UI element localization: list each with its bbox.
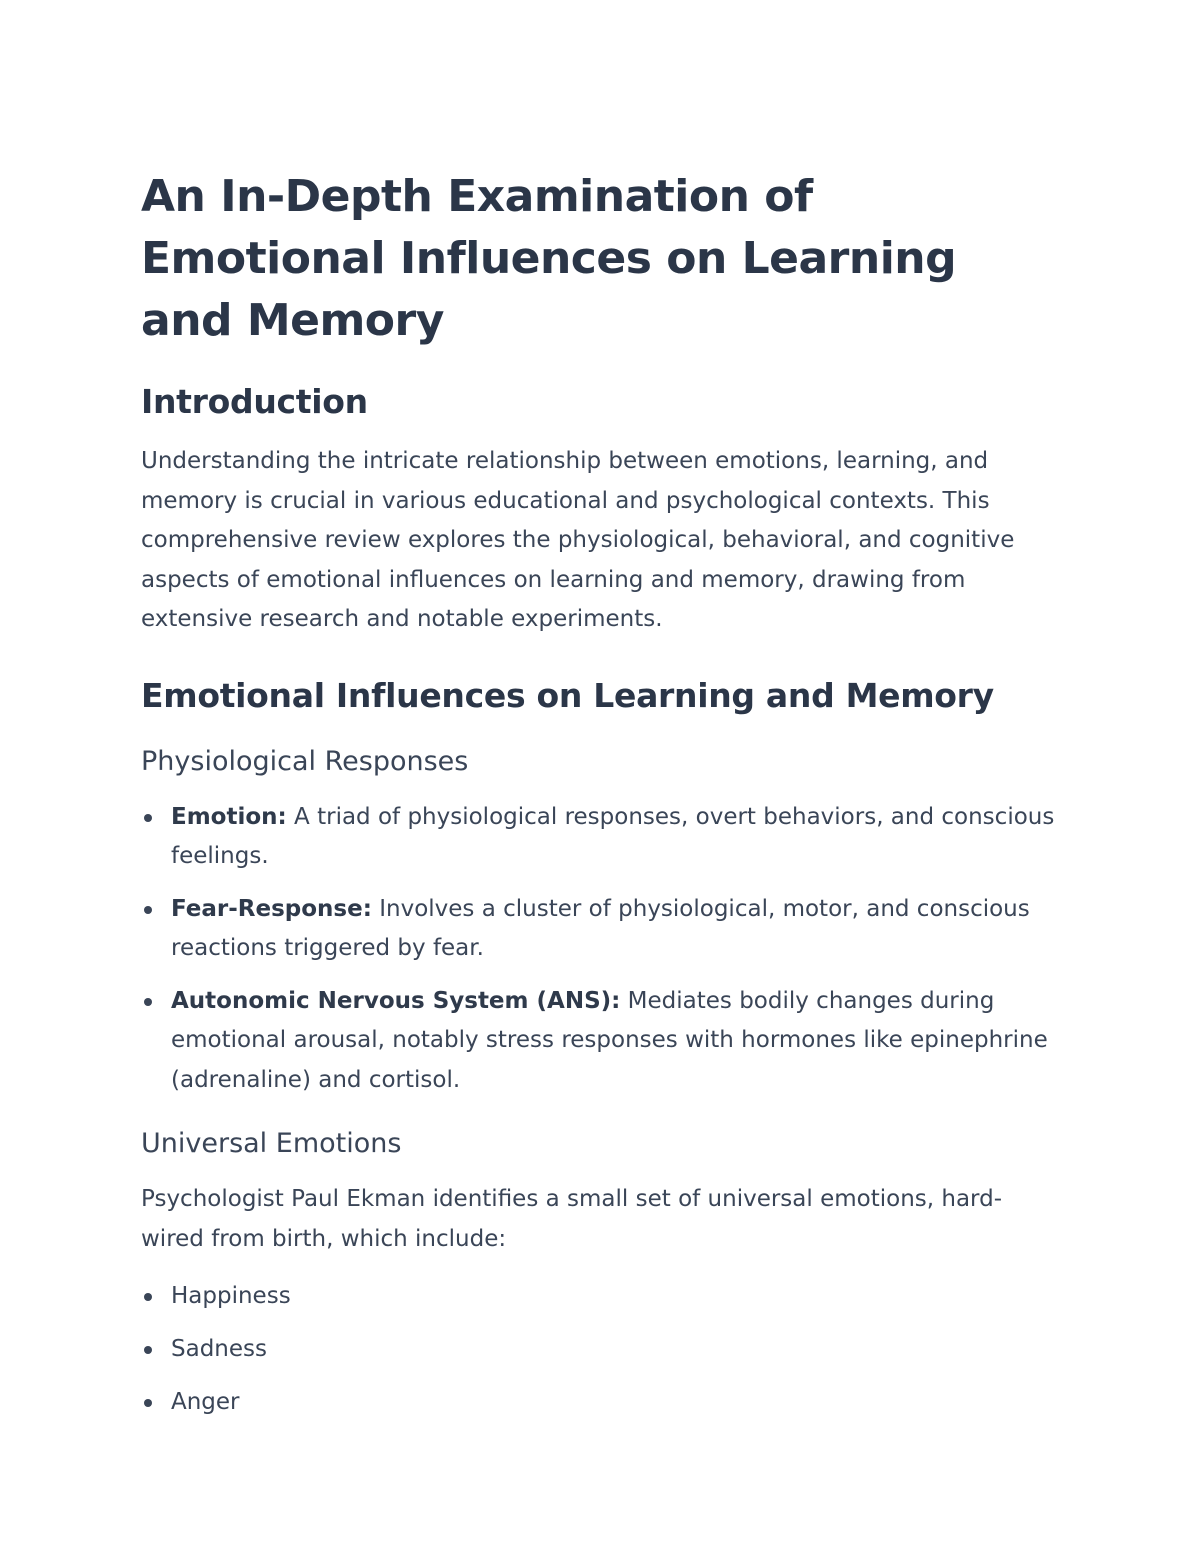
bullet-icon: [144, 906, 152, 914]
document-page: [141, 166, 1061, 1436]
introduction-paragraph: Understanding the intricate relationship between emotions, learning, and memory is crucial in various educational and psychological contexts. This comprehensive review explores the physiological, behavioral, and cognitive aspects of emotional influences on learning and memory, drawing from extensive research and notable experiments.: [141, 448, 1015, 632]
introduction-heading: Introduction: [141, 382, 368, 421]
list-item-term: Fear-Response:: [171, 895, 372, 922]
bullet-icon: [144, 1346, 152, 1354]
list-item: [141, 982, 1061, 1101]
list-item: [141, 1277, 1061, 1317]
list-item-text: Mediates bodily changes during emotional arousal, notably stress responses with hormones like epinephrine (adrenaline) and cortisol.: [171, 987, 1048, 1093]
list-item: [141, 798, 1061, 877]
universal-emotions-list: [141, 1277, 1061, 1423]
list-item: [141, 890, 1061, 969]
list-item-text: A triad of physiological responses, overt behaviors, and conscious feelings.: [171, 803, 1055, 869]
section-heading: Emotional Influences on Learning and Memory: [141, 675, 994, 715]
list-item-text: Sadness: [171, 1336, 267, 1362]
list-item: [141, 1383, 1061, 1423]
universal-emotions-paragraph: Psychologist Paul Ekman identifies a small set of universal emotions, hard-wired from birth, which include:: [141, 1186, 1002, 1252]
bullet-icon: [144, 814, 152, 822]
bullet-icon: [144, 998, 152, 1006]
universal-emotions-heading: Universal Emotions: [141, 1128, 402, 1159]
list-item-term: Emotion:: [171, 803, 287, 830]
list-item-text: Anger: [171, 1389, 240, 1415]
list-item-text: Involves a cluster of physiological, motor, and conscious reactions triggered by fear.: [171, 895, 1030, 961]
list-item-term: Autonomic Nervous System (ANS):: [171, 987, 621, 1014]
physiological-responses-heading: Physiological Responses: [141, 745, 469, 777]
list-item: [141, 1330, 1061, 1370]
document-title: An In-Depth Examination of Emotional Influences on Learning and Memory: [141, 171, 957, 346]
physiological-responses-list: [141, 798, 1061, 1101]
bullet-icon: [144, 1293, 152, 1301]
list-item-text: Happiness: [171, 1283, 291, 1309]
bullet-icon: [144, 1399, 152, 1407]
